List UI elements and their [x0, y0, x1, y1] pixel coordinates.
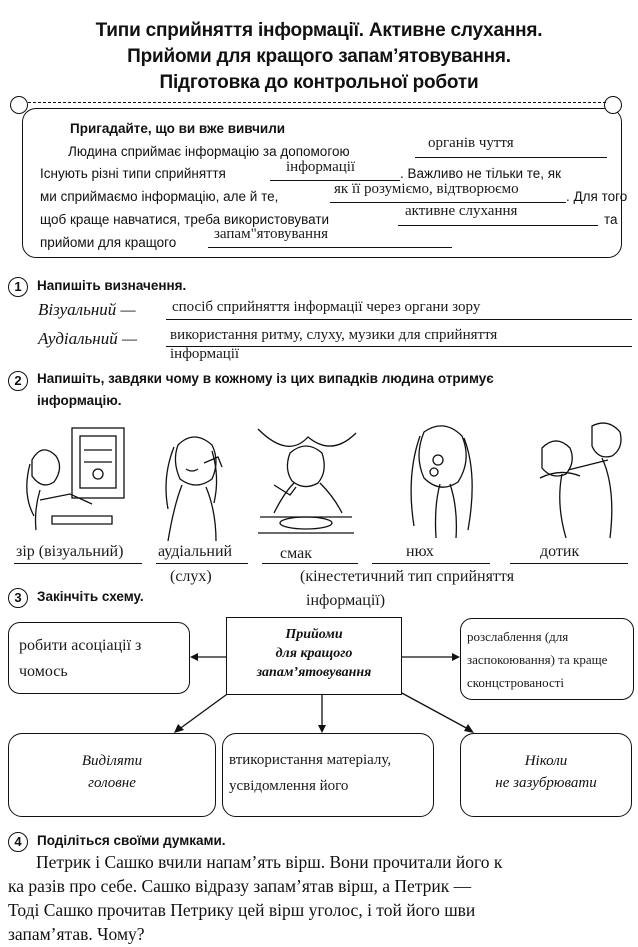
scheme-center-box — [226, 617, 402, 695]
scheme-box-top-right — [460, 618, 634, 700]
note-hearing: (слух) — [170, 568, 212, 585]
task4-instruction: Поділіться своїми думками. — [37, 833, 226, 848]
bottom-left-line-1: Виділяти — [81, 753, 143, 769]
answer-line — [262, 563, 358, 564]
answer-line — [208, 247, 452, 248]
recall-sentence-1-prefix: Людина сприймає інформацію за допомогою — [68, 144, 350, 159]
center-line-3: запам’ятовування — [256, 665, 372, 680]
task4-text-line-3: Тоді Сашко прочитав Петрику цей вірш уголос, і той його шви — [8, 900, 476, 920]
recall-sentence-3-suffix: . Для того — [566, 189, 628, 204]
task-number-3: 3 — [8, 588, 28, 608]
pin-circle-right — [604, 96, 622, 114]
recall-heading: Пригадайте, що ви вже вивчили — [70, 121, 286, 136]
bottom-right-line-1: Ніколи — [524, 753, 568, 769]
pin-circle-left — [10, 96, 28, 114]
audial-definition-line-2[interactable]: інформації — [170, 346, 240, 362]
picture-girl-listening — [148, 425, 238, 543]
sense-answer-touch[interactable]: дотик — [540, 543, 580, 560]
title-line-3: Підготовка до контрольної роботи — [159, 72, 479, 93]
sense-answer-taste[interactable]: смак — [280, 545, 312, 562]
scheme-box-bottom-left — [8, 733, 216, 817]
recall-sentence-4-prefix: щоб краще навчатися, треба використовувати — [40, 212, 330, 227]
title-line-1: Типи сприйняття інформації. Активне слухання. — [95, 20, 543, 41]
note-kinesthetic-line-2: інформації) — [306, 592, 386, 609]
task3-instruction: Закінчіть схему. — [37, 589, 144, 604]
picture-girl-computer — [12, 420, 132, 538]
top-left-line-2[interactable]: чомось — [19, 663, 68, 680]
top-right-line-1[interactable]: розслаблення (для — [467, 629, 569, 644]
top-right-line-3[interactable]: сконцстрованості — [467, 675, 565, 690]
scheme-box-bottom-right — [460, 733, 632, 817]
sense-answer-sight[interactable]: зір (візуальний) — [16, 543, 124, 560]
answer-line — [510, 563, 628, 564]
visual-definition[interactable]: спосіб сприйняття інформації через органи зору — [172, 299, 481, 315]
task4-text-line-2: ка разів про себе. Сашко відразу запам’ятав вірш, а Петрик — — [8, 876, 472, 896]
center-line-1: Прийоми — [285, 627, 343, 642]
bottom-left-line-2: головне — [88, 775, 136, 791]
recall-answer-2[interactable]: інформації — [286, 159, 356, 175]
center-line-2: для кращого — [275, 646, 353, 661]
answer-line — [166, 319, 632, 320]
bottom-middle-line-2[interactable]: усвідомлення його — [229, 778, 349, 794]
answer-line — [415, 157, 607, 158]
recall-answer-3[interactable]: як її розуміємо, відтворюємо — [334, 181, 519, 197]
task-number-1: 1 — [8, 277, 28, 297]
picture-couple-touch — [532, 418, 636, 543]
task2-instruction-line-1: Напишіть, завдяки чому в кожному із цих випадків людина отримує — [37, 371, 494, 386]
recall-answer-1[interactable]: органів чуття — [428, 135, 514, 151]
visual-term: Візуальний — — [38, 300, 136, 319]
dashed-divider — [28, 102, 606, 103]
recall-sentence-2-prefix: Існують різні типи сприйняття — [40, 166, 226, 181]
picture-girl-smelling — [390, 418, 490, 543]
answer-line — [398, 225, 598, 226]
recall-answer-4[interactable]: активне слухання — [405, 203, 518, 219]
title-line-2: Прийоми для кращого запам’ятовування. — [127, 46, 511, 67]
sense-answer-hearing[interactable]: аудіальний — [158, 543, 233, 560]
answer-line — [372, 563, 490, 564]
scheme-box-bottom-middle — [222, 733, 434, 817]
task2-instruction-line-2: інформацію. — [37, 393, 122, 408]
audial-term: Аудіальний — — [38, 329, 138, 348]
bottom-right-line-2: не зазубрювати — [495, 775, 597, 791]
picture-girl-eating — [250, 425, 360, 543]
scheme-box-top-left — [8, 622, 190, 694]
note-kinesthetic-line-1: (кінестетичний тип сприйняття — [300, 568, 515, 585]
answer-line — [14, 563, 142, 564]
audial-definition-line-1[interactable]: використання ритму, слуху, музики для сприйняття — [170, 327, 498, 343]
answer-line — [156, 563, 248, 564]
recall-sentence-3-prefix: ми сприймаємо інформацію, але й те, — [40, 189, 279, 204]
recall-sentence-5-prefix: прийоми для кращого — [40, 235, 177, 250]
top-left-line-1[interactable]: робити асоціації з — [19, 637, 142, 654]
task-number-4: 4 — [8, 832, 28, 852]
task4-text-line-4: запам’ятав. Чому? — [8, 924, 145, 944]
top-right-line-2[interactable]: заспокоювання) та краще — [467, 652, 608, 667]
recall-sentence-2-suffix: . Важливо не тільки те, як — [400, 166, 562, 181]
task1-instruction: Напишіть визначення. — [37, 278, 187, 293]
recall-sentence-4-suffix: та — [604, 212, 618, 227]
task4-text-line-1: Петрик і Сашко вчили напам’ять вірш. Вони прочитали його к — [36, 852, 503, 872]
sense-answer-smell[interactable]: нюх — [406, 543, 434, 560]
recall-answer-5[interactable]: запам"ятовування — [214, 226, 329, 242]
task-number-2: 2 — [8, 371, 28, 391]
bottom-middle-line-1[interactable]: втикористання матеріалу, — [229, 752, 392, 768]
